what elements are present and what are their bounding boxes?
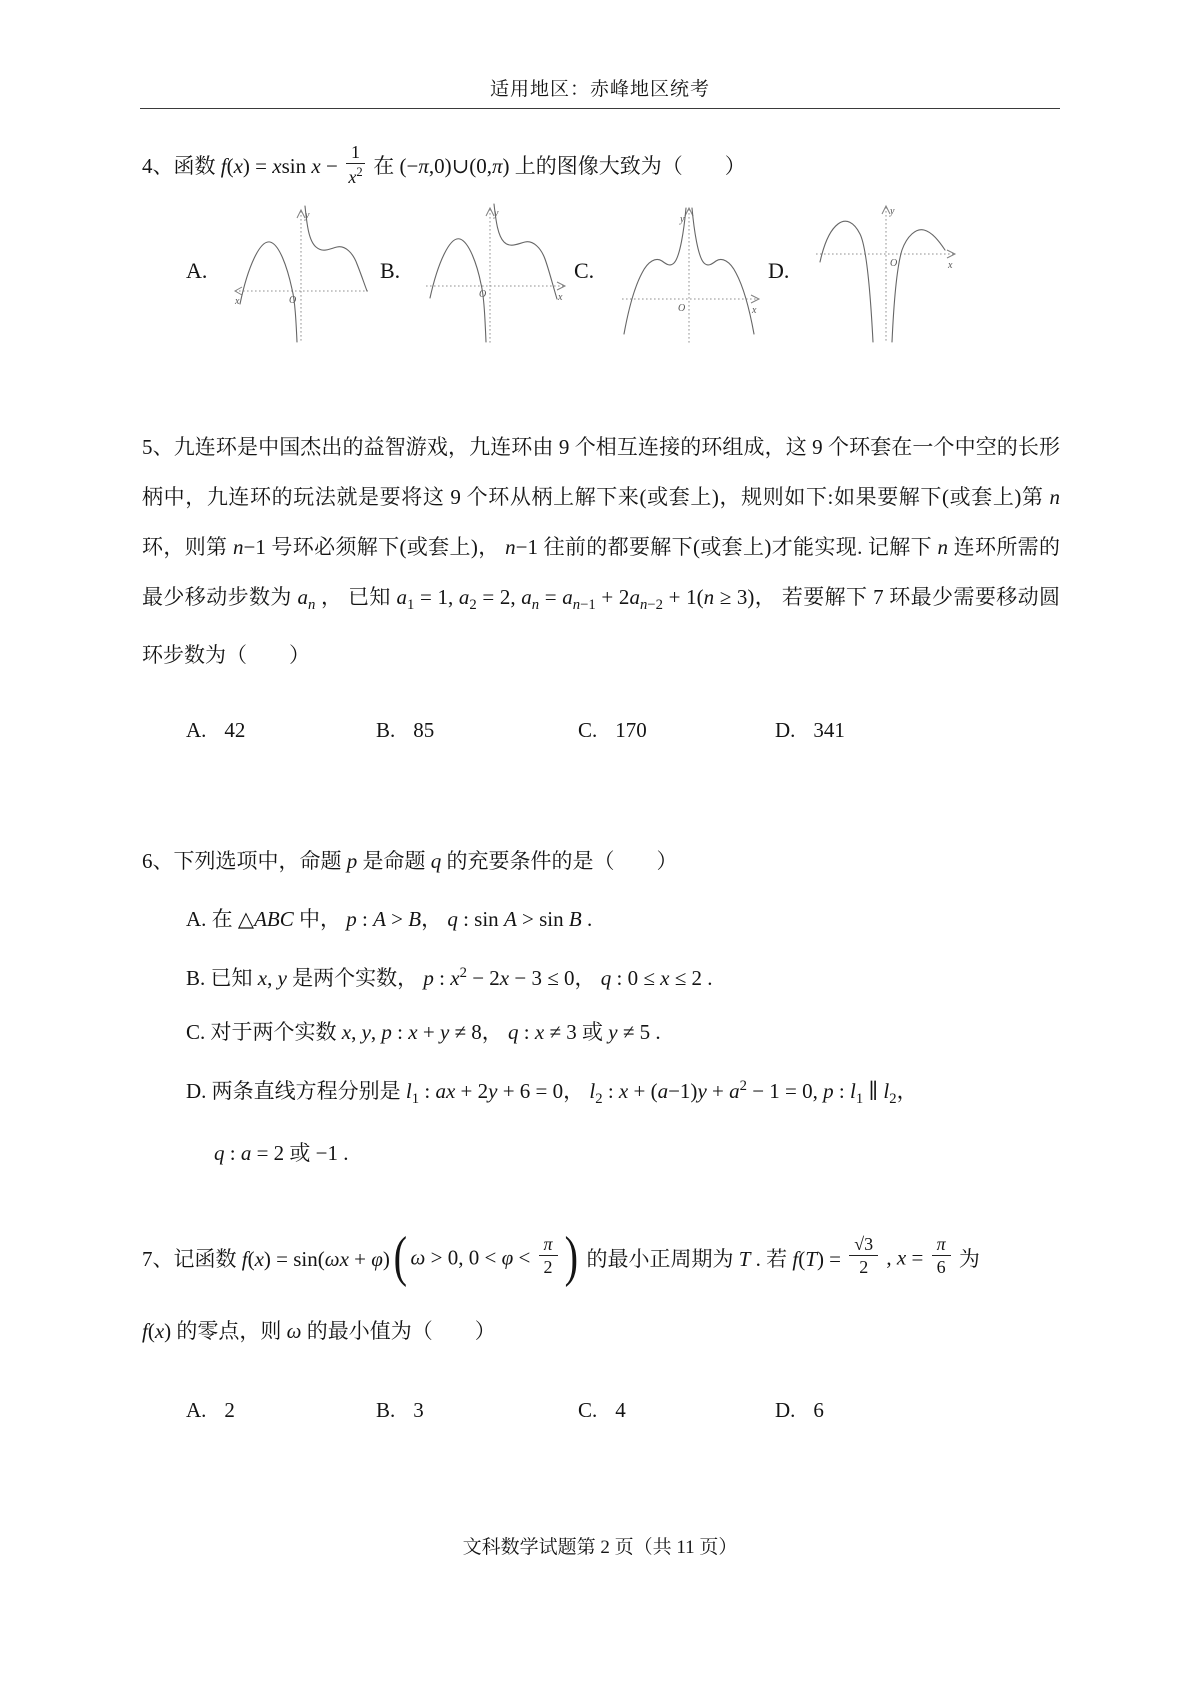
- q4-option-d-label: D.: [768, 258, 790, 283]
- q4-graph-option-b: [380, 196, 574, 346]
- y-axis-label: y: [305, 210, 310, 221]
- q7-stem-post: 为: [953, 1246, 980, 1271]
- q7-fraction-pi-6-denominator: 6: [936, 1257, 946, 1278]
- curve-right-branch: [692, 208, 754, 334]
- q7-stem-mid-2: , x =: [881, 1245, 929, 1270]
- q4-graph-options: [142, 196, 962, 346]
- curve-left-branch: [430, 239, 486, 342]
- header-region-text: 适用地区：赤峰地区统考: [489, 79, 710, 100]
- q6-stem: 6、下列选项中，命题 p 是命题 q 的充要条件的是（ ）: [142, 849, 678, 873]
- q5-option-c-label: C.: [578, 718, 598, 742]
- x-axis-label: x: [235, 296, 240, 307]
- q7-option-b: [376, 1398, 578, 1423]
- q7-option-a-value: 2: [224, 1398, 235, 1422]
- q7-fraction-pi-2: [539, 1234, 558, 1277]
- origin-label: O: [289, 295, 297, 306]
- q7-fraction-pi-2-numerator: π: [539, 1234, 558, 1256]
- q4-fraction-numerator: 1: [346, 142, 365, 164]
- q7-fraction-pi-6: [932, 1234, 951, 1277]
- q5-option-a: [186, 718, 376, 743]
- q7-fraction-pi-6-numerator: π: [932, 1234, 951, 1256]
- q7-option-c-value: 4: [615, 1398, 626, 1422]
- q5-option-b-value: 85: [413, 718, 435, 742]
- curve-right-branch: [305, 206, 367, 291]
- q4-graph-option-d: [768, 196, 962, 346]
- q5-option-b: [376, 718, 578, 743]
- q4-graph-c: [614, 196, 764, 346]
- q7-options: [142, 1398, 1126, 1423]
- q7-option-d: [775, 1398, 1126, 1423]
- x-axis-label: x: [948, 260, 953, 271]
- q7-stem-mid: 的最小正周期为 T . 若 f(T) =: [581, 1246, 847, 1271]
- q5-option-d-value: 341: [813, 718, 845, 742]
- question-7: [142, 1226, 1122, 1346]
- q7-stem-line-1: [142, 1226, 1122, 1288]
- q5-option-b-label: B.: [376, 718, 396, 742]
- q7-option-c-label: C.: [578, 1398, 598, 1422]
- q6-option-c: C. 对于两个实数 x, y, p : x + y ≠ 8， q : x ≠ 3 或 y ≠ 5 .: [186, 1020, 661, 1044]
- q7-big-paren-open: (: [393, 1226, 407, 1288]
- q4-option-b-label: B.: [380, 258, 401, 283]
- curve-left-branch: [624, 208, 686, 334]
- q4-option-c-label: C.: [574, 258, 595, 283]
- q4-graph-b: [420, 196, 570, 346]
- q7-big-paren-close: ): [564, 1226, 578, 1288]
- q7-option-d-label: D.: [775, 1398, 796, 1422]
- q4-graph-option-c: [574, 196, 768, 346]
- header-rule: [140, 108, 1060, 109]
- q7-option-a-label: A.: [186, 1398, 207, 1422]
- q4-fraction: [346, 142, 365, 187]
- page-header: [0, 74, 1200, 101]
- q7-stem-pre: 7、记函数 f(x) = sin(ωx + φ): [142, 1246, 390, 1271]
- q4-stem-pre: 4、函数 f(x) = xsin x −: [142, 154, 344, 179]
- q7-fraction-sqrt3-2: [849, 1234, 878, 1277]
- q4-graph-a: [226, 196, 376, 346]
- curve-right-branch: [494, 204, 557, 299]
- q7-option-c: [578, 1398, 775, 1423]
- x-axis-label: x: [558, 292, 563, 303]
- question-4-stem: [142, 134, 1092, 196]
- q6-option-a: A. 在 △ABC 中， p : A > B， q : sin A > sin B .: [186, 907, 593, 931]
- q7-option-a: [186, 1398, 376, 1423]
- question-6: [142, 846, 1082, 1192]
- footer-page-indicator: 文科数学试题第 2 页（共 11 页）: [462, 1537, 738, 1558]
- q7-paren-inner: ω > 0, 0 < φ <: [410, 1245, 536, 1270]
- q7-fraction-sqrt3-2-denominator: 2: [859, 1257, 869, 1278]
- x-axis-label: x: [752, 305, 757, 316]
- q5-option-c: [578, 718, 775, 743]
- q7-fraction-pi-2-denominator: 2: [543, 1257, 553, 1278]
- curve-right-branch: [892, 230, 945, 342]
- page-footer: [0, 1532, 1200, 1559]
- q7-fraction-sqrt3-2-numerator: √3: [849, 1234, 878, 1256]
- question-5-stem: 5、九连环是中国杰出的益智游戏，九连环由 9 个相互连接的环组成，这 9 个环套在一个中空的长形柄中，九连环的玩法就是要将这 9 个环从柄上解下来(或套上)，规则如下:如果要解下(或套上)第 n 环，则第 n−1 号环必须解下(或套上)， n−1 往前的都要解下(或套上)才能实现. 记解下 n 连环所需的最少移动步数为 $a_n$ ， 已知 $a_1 = 1$, $a_2 = 2$, $a_n = a_{n-1} + 2a_{n-2} + 1(n \ge 3)$， 若要解下 7 环最少需要移动圆环步数为（ ）: [142, 435, 1061, 668]
- q5-option-d: [775, 718, 1126, 743]
- curve-left-branch: [820, 221, 873, 342]
- q7-option-b-value: 3: [413, 1398, 424, 1422]
- q4-graph-d: [808, 196, 958, 346]
- q4-fraction-denominator: $x^2$: [348, 164, 363, 187]
- q4-graph-option-a: [186, 196, 380, 346]
- q5-options: [142, 718, 1126, 743]
- origin-label: O: [890, 258, 898, 269]
- q6-option-d-continuation: q : a = 2 或 −1 .: [214, 1141, 349, 1166]
- q7-stem-line-2: f(x) 的零点，则 ω 的最小值为（ ）: [142, 1318, 496, 1343]
- q5-option-d-label: D.: [775, 718, 796, 742]
- origin-label: O: [479, 289, 487, 300]
- y-axis-label: y: [680, 214, 685, 225]
- q5-option-a-label: A.: [186, 718, 207, 742]
- q4-option-a-label: A.: [186, 258, 208, 283]
- q5-option-a-value: 42: [224, 718, 246, 742]
- origin-label: O: [678, 303, 686, 314]
- y-axis-label: y: [494, 208, 499, 219]
- q5-option-c-value: 170: [615, 718, 647, 742]
- q7-option-d-value: 6: [813, 1398, 824, 1422]
- q6-option-b: B. 已知 x, y 是两个实数， p : $x^2 - 2x - 3 \le 0$， q : 0 ≤ x ≤ 2 .: [186, 965, 713, 990]
- y-axis-label: y: [890, 206, 895, 217]
- q7-option-b-label: B.: [376, 1398, 396, 1422]
- q6-option-d: D. 两条直线方程分别是 $l_1$ : ax + 2y + 6 = 0， $l_2$ : $x + (a-1)y + a^2 - 1 = 0$, p : $l_1$ ∥ $l_2$，: [186, 1078, 918, 1108]
- q4-stem-post: 在 (−π,0)∪(0,π) 上的图像大致为（ ）: [368, 154, 746, 179]
- curve-left-branch: [240, 242, 297, 342]
